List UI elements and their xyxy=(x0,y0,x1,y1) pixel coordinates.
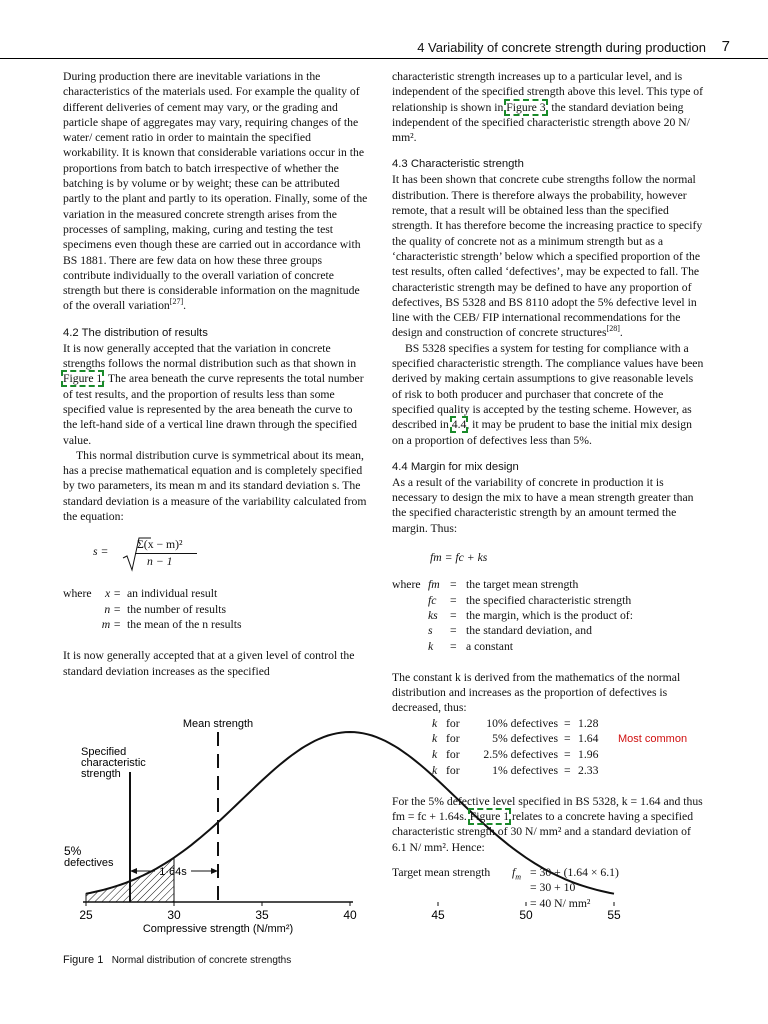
calc-line: = 40 N/ mm² xyxy=(530,896,591,910)
k-pct: 5% defectives xyxy=(492,731,558,745)
intro-text: During production there are inevitable variations in the characteristics of the materials used. For example the quality of different deliveries of cement may vary, or the grading and particle shape of aggregates may vary, requiring changes of the water/ cement ratio in order to maintain the specified workability. It is known that considerable variations occur in the proportions from batch to batch irrespective of whether the batching is by volume or by weight; these can be attributed partly to the plant and partly to its operation. Finally, some of the variation in the measured concrete strength arises from the processes of sampling, making, curing and testing the test specimens even though these are carried out in accordance with BS 1881. There are few data on how these three groups contribute individually to the overall variation of concrete strength but there is considerable information on the magnitude of the overall variation xyxy=(63,70,368,313)
para-text: It has been shown that concrete cube strengths follow the normal distribution. There is therefore always the probability, however remote, that a result will be obtained less than the specified strength. It has therefore become the increasing practice to specify the quality of concrete not as a minimum strength but as a ‘characteristic strength’ below which a specified proportion of the test results, often called ‘defectives’, may be expected to fall. The characteristic strength may be defined to have any proportion of defectives, BS 5328 and BS 8110 adopt the 5% defective level in line with the CEB/ FIP international recommendations for the design and construction of concrete structures xyxy=(392,173,703,340)
table-row: k for 5% defectives = 1.64 Most common xyxy=(432,731,687,747)
margin-equation: fm = fc + ks xyxy=(430,551,488,565)
def-symbol: fm xyxy=(428,578,440,592)
most-common-annotation: Most common xyxy=(618,732,688,745)
def-text: the margin, which is the product of: xyxy=(466,608,633,622)
def-symbol: k xyxy=(428,639,434,653)
arrowhead-left-icon xyxy=(130,868,137,874)
x-tick-label: 55 xyxy=(607,908,621,922)
k-pct: 1% defectives xyxy=(492,763,558,777)
where-label: where xyxy=(63,587,92,601)
para-text: , the standard deviation being independent of the specified characteristic strength above 20 N/ mm². xyxy=(392,100,690,145)
compliance-paragraph xyxy=(392,341,704,448)
header-rule xyxy=(0,58,768,59)
def-symbol: m = xyxy=(101,617,121,631)
right-column xyxy=(392,69,704,911)
figure-caption xyxy=(63,954,291,966)
arrowhead-right-icon xyxy=(211,868,218,874)
section-heading-4-4: 4.4 Margin for mix design xyxy=(392,460,519,473)
def-text: the target mean strength xyxy=(466,578,579,592)
x-tick-label: 50 xyxy=(519,908,533,922)
spec-label-line3: strength xyxy=(81,768,121,780)
x-tick-label: 25 xyxy=(79,908,93,922)
example-paragraph xyxy=(392,794,704,855)
def-symbol: n = xyxy=(104,602,121,616)
x-tick-label: 40 xyxy=(343,908,357,922)
table-row: k for 10% defectives = 1.28 xyxy=(432,716,687,731)
chapter-title: 4 Variability of concrete strength during production xyxy=(417,40,706,55)
section-heading-4-2: 4.2 The distribution of results xyxy=(63,326,208,339)
section-heading-4-3: 4.3 Characteristic strength xyxy=(392,158,524,171)
std-dev-formula xyxy=(63,536,368,576)
para-text: , it may be prudent to base the initial mix design on a proportion of defectives less than 5%. xyxy=(392,418,692,447)
def-symbol: s xyxy=(428,624,433,638)
def-symbol: x = xyxy=(105,587,121,601)
k-value: 1.28 xyxy=(578,716,599,730)
para-text: For the 5% defective level specified in BS 5328, k = 1.64 and thus fm = fc + 1.64s. xyxy=(392,794,703,824)
spec-label-line1: Specified xyxy=(81,746,127,758)
left-column xyxy=(63,69,368,679)
x-tick-label: 30 xyxy=(167,908,181,922)
x-tick-label: 45 xyxy=(431,908,445,922)
caption-text: Normal distribution of concrete strengths xyxy=(111,955,292,966)
defect-pct-label: 5% xyxy=(64,844,82,858)
where-label: where xyxy=(392,578,421,592)
calc-line: = 30 + (1.64 × 6.1) xyxy=(530,866,619,880)
def-text: the mean of the n results xyxy=(127,617,242,631)
continuation-paragraph xyxy=(392,69,704,145)
citation[interactable]: [28] xyxy=(606,324,620,334)
caption-label: Figure 1 xyxy=(63,954,104,966)
spec-label-line2: characteristic xyxy=(81,757,146,769)
para-text: relates to a concrete having a specified characteristic strength of 30 N/ mm² and a standard deviation of 6.1 N/ mm². Hence: xyxy=(392,810,694,854)
def-text: the specified characteristic strength xyxy=(466,593,632,607)
figure-1-link[interactable]: Figure 1 xyxy=(63,372,103,386)
x-tick-label: 35 xyxy=(255,908,269,922)
table-row: k for 2.5% defectives = 1.96 xyxy=(432,747,687,762)
k-values-table xyxy=(432,716,687,778)
k-value: 2.33 xyxy=(578,763,599,777)
def-text: a constant xyxy=(466,639,514,653)
k-pct: 10% defectives xyxy=(486,716,558,730)
mean-strength-label: Mean strength xyxy=(182,718,254,730)
normal-curve-paragraph: This normal distribution curve is symmetrical about its mean, has a precise mathematical equation and is completely specified by two parameters, its mean m and its standard deviation s. The standard deviation is a measure of the variability calculated from the equation: xyxy=(63,448,367,524)
intro-paragraph: During production there are inevitable variations in the characteristics of the materials used. For example the quality of different deliveries of cement may vary, or the grading and particle shape of aggregates may vary, requiring changes of the water/ cement ratio in order to maintain the specified workability. It is known that considerable variations occur in the proportions from batch to batch irrespective of whether the batching is by volume or by weight; these can be attributed partly to the plant and partly to its operation. Finally, some of the variation in the measured concrete strength arises from the processes of sampling, making, curing and testing the test specimens even though these are carried out in accordance with BS 1881. There are few data on how these three groups contribute individually to the overall variation of concrete strength but there is considerable information on the magnitude of the overall variation[27]. xyxy=(63,70,368,313)
def-symbol: ks xyxy=(428,608,438,622)
defect-label: defectives xyxy=(64,857,114,869)
distribution-paragraph xyxy=(63,341,368,448)
margin-definitions: where fm = the target mean strength fc = the specified characteristic strength ks = the margin, which is the product of: s = the standard deviation, and k = a constant xyxy=(392,578,633,653)
formula-lhs: s = xyxy=(93,545,109,559)
def-text: an individual result xyxy=(127,587,218,601)
section-4-4-link[interactable]: 4.4 xyxy=(451,418,467,432)
std-dev-paragraph: It is now generally accepted that at a given level of control the standard deviation increases as the specified xyxy=(63,649,355,678)
k-value: 1.96 xyxy=(578,748,599,762)
margin-paragraph: As a result of the variability of concrete in production it is necessary to design the mix to have a mean strength greater than the specified characteristic strength by an amount termed the margin. Thus: xyxy=(392,475,694,535)
formula-numerator: Σ(x − m)² xyxy=(137,538,183,552)
figure-3-link[interactable]: Figure 3 xyxy=(506,100,546,114)
k-pct: 2.5% defectives xyxy=(483,748,558,762)
figure-1-link[interactable]: Figure 1 xyxy=(469,810,510,824)
def-text: the number of results xyxy=(127,602,226,616)
formula-denominator: n − 1 xyxy=(147,555,173,569)
constant-k-paragraph: The constant k is derived from the mathematics of the normal distribution and increases as the proportion of defectives is decreased, thus: xyxy=(392,670,681,715)
target-label: Target mean strength xyxy=(392,866,491,880)
variable-definitions xyxy=(63,586,242,632)
def-symbol: fc xyxy=(428,593,437,607)
x-axis-title: Compressive strength (N/mm²) xyxy=(142,923,294,935)
characteristic-paragraph: It has been shown that concrete cube strengths follow the normal distribution. There is therefore always the probability, however remote, that a result will be obtained less than the specified strength. It has therefore become the increasing practice to specify the quality of concrete not as a minimum strength but as a ‘characteristic strength’ below which a specified proportion of the test results, often called ‘defectives’, may be expected to fall. The characteristic strength may be defined to have any proportion of defectives, BS 5328 and BS 8110 adopt the 5% defective level in line with the CEB/ FIP international recommendations for the design and construction of concrete structures[28]. xyxy=(392,173,703,340)
table-row: k for 1% defectives = 2.33 xyxy=(432,763,687,778)
para-text: . The area beneath the curve represents the total number of test results, and the proportion of results less than some specified value is represented by the area beneath the curve to the left-hand side of a vertical line drawn through the specified value. xyxy=(63,372,364,447)
para-text: characteristic strength increases up to a particular level, and is independent of the specified strength above this level. This type of relationship is shown in xyxy=(392,70,704,114)
page-number: 7 xyxy=(721,38,730,55)
citation[interactable]: [27] xyxy=(169,297,184,307)
calc-line: = 30 + 10 xyxy=(530,881,576,895)
target-mean-calc: Target mean strength $f_m$ = 30 + (1.64 × 6.1) = 30 + 10 = 40 N/ mm² xyxy=(392,866,619,910)
para-text: BS 5328 specifies a system for testing for compliance with a specified characteristic strength. The compliance values have been derived by making certain assumptions to give reasonable levels of risk to both producer and purchaser that concrete of the specified quality is accepted by the testing scheme. However, as described in xyxy=(392,341,704,432)
ks-label: 1·64s xyxy=(159,866,187,878)
para-text: It is now generally accepted that the variation in concrete strengths follows the normal distribution such as that shown in xyxy=(63,341,357,371)
k-value: 1.64 xyxy=(578,731,599,745)
def-text: the standard deviation, and xyxy=(466,624,592,638)
running-header xyxy=(0,40,768,60)
